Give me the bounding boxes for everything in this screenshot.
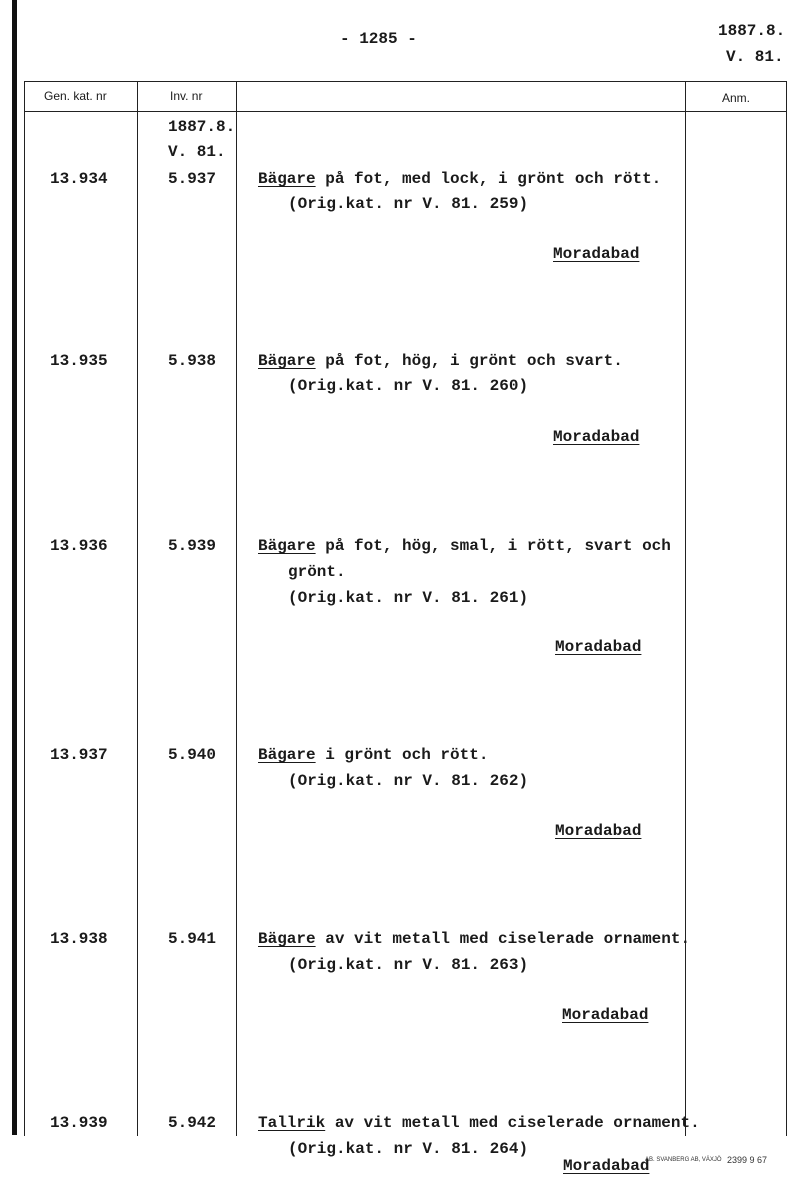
reference-top: 1887.8. — [718, 22, 786, 40]
place-of-origin: Moradabad — [562, 1006, 649, 1024]
gen-kat-number: 13.937 — [50, 746, 108, 764]
description-text: på fot, med lock, i grönt och rött. — [315, 170, 662, 188]
original-catalog-ref: (Orig.kat. nr V. 81. 261) — [288, 589, 529, 607]
object-keyword: Bägare — [258, 170, 316, 188]
inv-number: 5.939 — [168, 537, 217, 555]
inv-prefix-line2: V. 81. — [168, 143, 226, 161]
table-right-border — [786, 81, 787, 1136]
inv-number: 5.942 — [168, 1114, 217, 1132]
inv-number: 5.937 — [168, 170, 217, 188]
entry-description — [258, 930, 690, 948]
inv-number: 5.938 — [168, 352, 217, 370]
printer-imprint: AB. SVANBERG AB, VÄXJÖ — [645, 1157, 722, 1163]
place-of-origin: Moradabad — [563, 1157, 650, 1175]
gen-kat-number: 13.939 — [50, 1114, 108, 1132]
gen-kat-number: 13.936 — [50, 537, 108, 555]
object-keyword: Tallrik — [258, 1114, 326, 1132]
entry-description — [258, 352, 623, 370]
place-of-origin: Moradabad — [555, 822, 642, 840]
description-text: av vit metall med ciselerade ornament. — [325, 1114, 700, 1132]
object-keyword: Bägare — [258, 352, 316, 370]
object-keyword: Bägare — [258, 537, 316, 555]
inv-prefix-line1: 1887.8. — [168, 118, 236, 136]
gen-kat-number: 13.938 — [50, 930, 108, 948]
column-divider-2 — [236, 81, 237, 1136]
column-header-gen-kat: Gen. kat. nr — [44, 89, 107, 103]
entry-description — [258, 537, 671, 555]
inv-number: 5.940 — [168, 746, 217, 764]
original-catalog-ref: (Orig.kat. nr V. 81. 264) — [288, 1140, 529, 1158]
place-of-origin: Moradabad — [553, 245, 640, 263]
original-catalog-ref: (Orig.kat. nr V. 81. 262) — [288, 772, 529, 790]
original-catalog-ref: (Orig.kat. nr V. 81. 263) — [288, 956, 529, 974]
object-keyword: Bägare — [258, 746, 316, 764]
inv-number: 5.941 — [168, 930, 217, 948]
left-margin-bar — [12, 0, 17, 1135]
description-continuation: grönt. — [288, 563, 346, 581]
description-text: av vit metall med ciselerade ornament. — [315, 930, 691, 948]
description-text: på fot, hög, smal, i rött, svart och — [315, 537, 671, 555]
table-left-border — [24, 81, 25, 1136]
entry-description — [258, 1114, 700, 1132]
gen-kat-number: 13.935 — [50, 352, 108, 370]
column-header-inv: Inv. nr — [170, 89, 203, 103]
column-header-anm: Anm. — [722, 91, 751, 105]
reference-bottom: V. 81. — [726, 48, 784, 66]
description-text: i grönt och rött. — [315, 746, 489, 764]
gen-kat-number: 13.934 — [50, 170, 108, 188]
object-keyword: Bägare — [258, 930, 316, 948]
column-divider-1 — [137, 81, 138, 1136]
page-number: - 1285 - — [340, 30, 417, 48]
table-top-border — [24, 81, 787, 82]
description-text: på fot, hög, i grönt och svart. — [315, 352, 623, 370]
original-catalog-ref: (Orig.kat. nr V. 81. 259) — [288, 195, 529, 213]
header-bottom-border — [24, 111, 787, 112]
column-divider-3 — [685, 81, 686, 1136]
place-of-origin: Moradabad — [555, 638, 642, 656]
form-code: 2399 9 67 — [727, 1155, 768, 1165]
entry-description — [258, 746, 488, 764]
place-of-origin: Moradabad — [553, 428, 640, 446]
original-catalog-ref: (Orig.kat. nr V. 81. 260) — [288, 377, 529, 395]
entry-description — [258, 170, 661, 188]
